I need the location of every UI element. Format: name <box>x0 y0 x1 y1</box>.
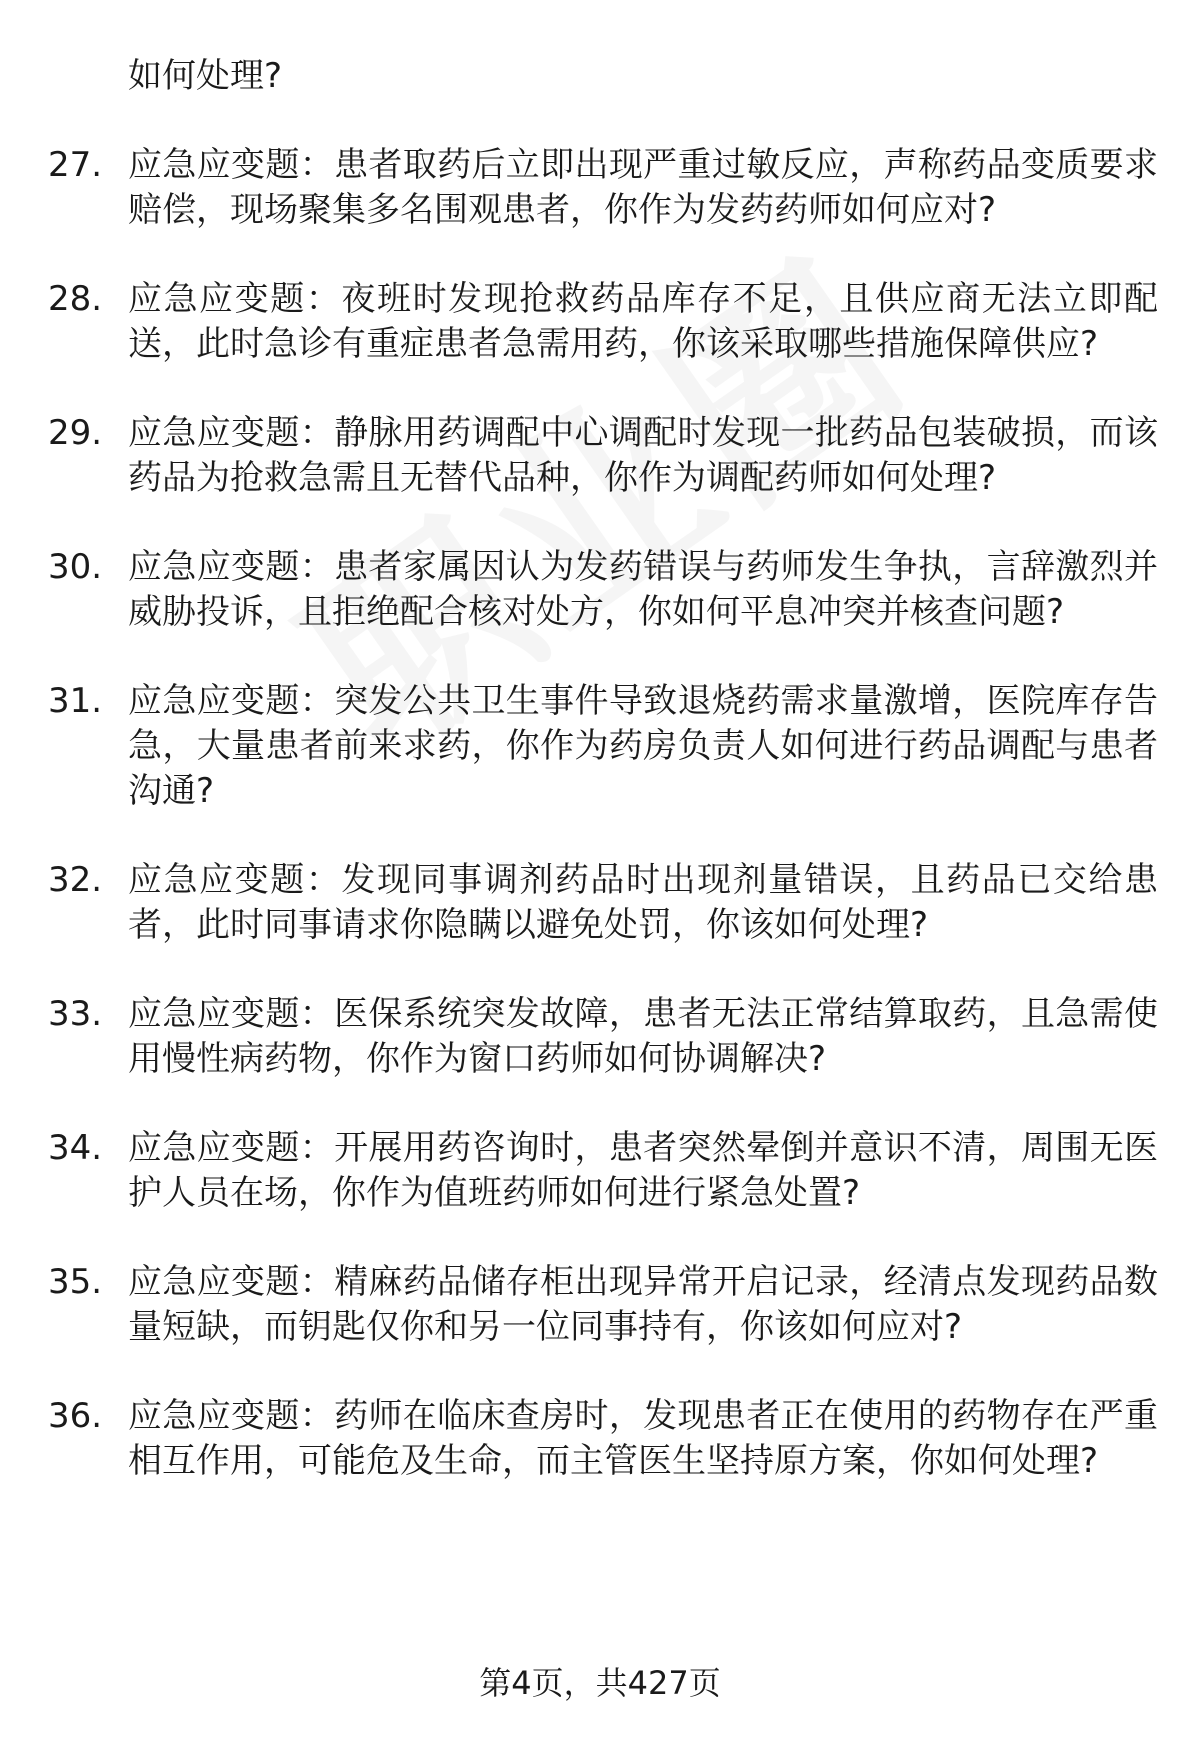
continuation-text: 如何处理? <box>128 56 283 96</box>
question-item <box>48 858 1158 948</box>
question-number: 35. <box>48 1262 103 1302</box>
question-text: 应急应变题：突发公共卫生事件导致退烧药需求量激增，医院库存告急，大量患者前来求药，你作为药房负责人如何进行药品调配与患者沟通? <box>128 681 1158 811</box>
question-number: 36. <box>48 1396 103 1436</box>
question-text: 应急应变题：精麻药品储存柜出现异常开启记录，经清点发现药品数量短缺，而钥匙仅你和另一位同事持有，你该如何应对? <box>128 1262 1158 1347</box>
question-text: 应急应变题：患者家属因认为发药错误与药师发生争执，言辞激烈并威胁投诉，且拒绝配合核对处方，你如何平息冲突并核查问题? <box>128 547 1158 632</box>
question-text: 应急应变题：静脉用药调配中心调配时发现一批药品包装破损，而该药品为抢救急需且无替代品种，你作为调配药师如何处理? <box>128 413 1158 498</box>
question-text: 应急应变题：医保系统突发故障，患者无法正常结算取药，且急需使用慢性病药物，你作为窗口药师如何协调解决? <box>128 994 1158 1079</box>
question-text: 应急应变题：开展用药咨询时，患者突然晕倒并意识不清，周围无医护人员在场，你作为值班药师如何进行紧急处置? <box>128 1128 1158 1213</box>
question-item <box>48 679 1158 814</box>
question-number: 29. <box>48 413 103 453</box>
question-item <box>48 411 1158 501</box>
question-item <box>48 992 1158 1082</box>
question-item <box>48 1260 1158 1350</box>
question-number: 28. <box>48 279 103 319</box>
question-text: 应急应变题：夜班时发现抢救药品库存不足，且供应商无法立即配送，此时急诊有重症患者急需用药，你该采取哪些措施保障供应? <box>128 279 1158 364</box>
question-number: 27. <box>48 145 103 185</box>
question-number: 31. <box>48 681 103 721</box>
question-text: 应急应变题：发现同事调剂药品时出现剂量错误，且药品已交给患者，此时同事请求你隐瞒以避免处罚，你该如何处理? <box>128 860 1158 945</box>
question-number: 34. <box>48 1128 103 1168</box>
question-item <box>48 277 1158 367</box>
question-item <box>48 1394 1158 1484</box>
question-number: 30. <box>48 547 103 587</box>
question-number: 33. <box>48 994 103 1034</box>
page-footer: 第4页，共427页 <box>479 1664 721 1702</box>
question-item <box>48 545 1158 635</box>
question-text: 应急应变题：药师在临床查房时，发现患者正在使用的药物存在严重相互作用，可能危及生命，而主管医生坚持原方案，你如何处理? <box>128 1396 1158 1481</box>
question-list <box>48 54 1158 1528</box>
question-item <box>48 143 1158 233</box>
question-text: 应急应变题：患者取药后立即出现严重过敏反应，声称药品变质要求赔偿，现场聚集多名围观患者，你作为发药药师如何应对? <box>128 145 1158 230</box>
question-number: 32. <box>48 860 103 900</box>
question-item <box>48 1126 1158 1216</box>
